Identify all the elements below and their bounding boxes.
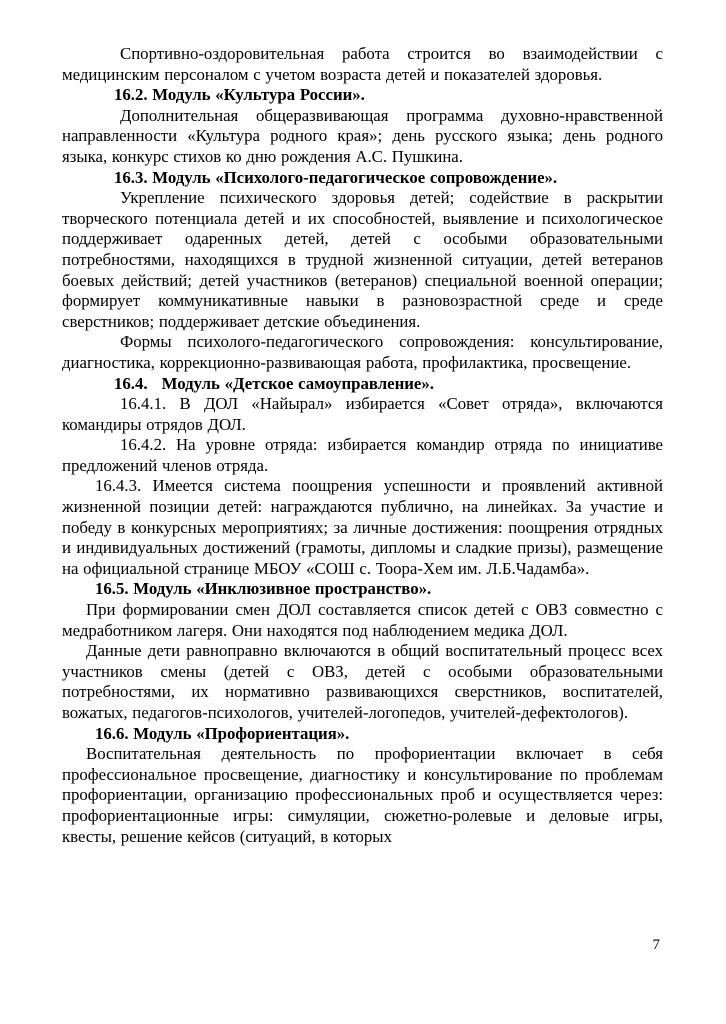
- section-heading: 16.2. Модуль «Культура России».: [114, 85, 365, 105]
- body-paragraph: Формы психолого-педагогического сопровождения: консультирование, диагностика, коррекционно-развивающая работа, профилактика, просвещение.: [62, 332, 663, 372]
- document-body: [62, 44, 663, 847]
- body-paragraph: Спортивно-оздоровительная работа строится во взаимодействии с медицинским персоналом с учетом возраста детей и показателей здоровья.: [62, 44, 663, 84]
- section-heading: 16.6. Модуль «Профориентация».: [95, 723, 350, 743]
- body-paragraph: 16.4.3. Имеется система поощрения успешности и проявлений активной жизненной позиции детей: награждаются публично, на линейках. За участие и победу в конкурсных мероприятиях; за личные достижения: поощрения отрядных и индивидуальных достижений (грамоты, дипломы и сладкие призы), размещение на официальной странице МБОУ «СОШ с. Тоора-Хем им. Л.Б.Чадамба».: [62, 476, 663, 578]
- section-heading: 16.4. Модуль «Детское самоуправление».: [114, 373, 434, 393]
- body-paragraph: Дополнительная общеразвивающая программа духовно-нравственной направленности «Культура родного края»; день русского языка; день родного языка, конкурс стихов ко дню рождения А.С. Пушкина.: [62, 105, 663, 166]
- body-paragraph: 16.4.2. На уровне отряда: избирается командир отряда по инициативе предложений членов отряда.: [62, 435, 663, 475]
- body-paragraph: Воспитательная деятельность по профориентации включает в себя профессиональное просвещение, диагностику и консультирование по проблемам профориентации, организацию профессиональных проб и осуществляется через: профориентационные игры: симуляции, сюжетно-ролевые и деловые игры, квесты, решение кейсов (ситуаций, в которых: [62, 744, 663, 846]
- section-heading: 16.5. Модуль «Инклюзивное пространство».: [95, 579, 432, 599]
- body-paragraph: Укрепление психического здоровья детей; содействие в раскрытии творческого потенциала детей и их способностей, выявление и психологическое поддерживает одаренных детей, детей с особыми образовательными потребностями, находящихся в трудной жизненной ситуации, детей ветеранов боевых действий; детей участников (ветеранов) специальной военной операции; формирует коммуникативные навыки в разновозрастной среде и среде сверстников; поддерживает детские объединения.: [62, 188, 663, 331]
- body-paragraph: Данные дети равноправно включаются в общий воспитательный процесс всех участников смены (детей с ОВЗ, детей с особыми образовательными потребностями, их нормативно развивающихся сверстников, воспитателей, вожатых, педагогов-психологов, учителей-логопедов, учителей-дефектологов).: [62, 641, 663, 722]
- body-paragraph: При формировании смен ДОЛ составляется список детей с ОВЗ совместно с медработником лагеря. Они находятся под наблюдением медика ДОЛ.: [62, 600, 663, 640]
- page-number: 7: [652, 937, 660, 953]
- section-heading: 16.3. Модуль «Психолого-педагогическое сопровождение».: [114, 167, 558, 187]
- body-paragraph: 16.4.1. В ДОЛ «Найырал» избирается «Совет отряда», включаются командиры отрядов ДОЛ.: [62, 394, 663, 434]
